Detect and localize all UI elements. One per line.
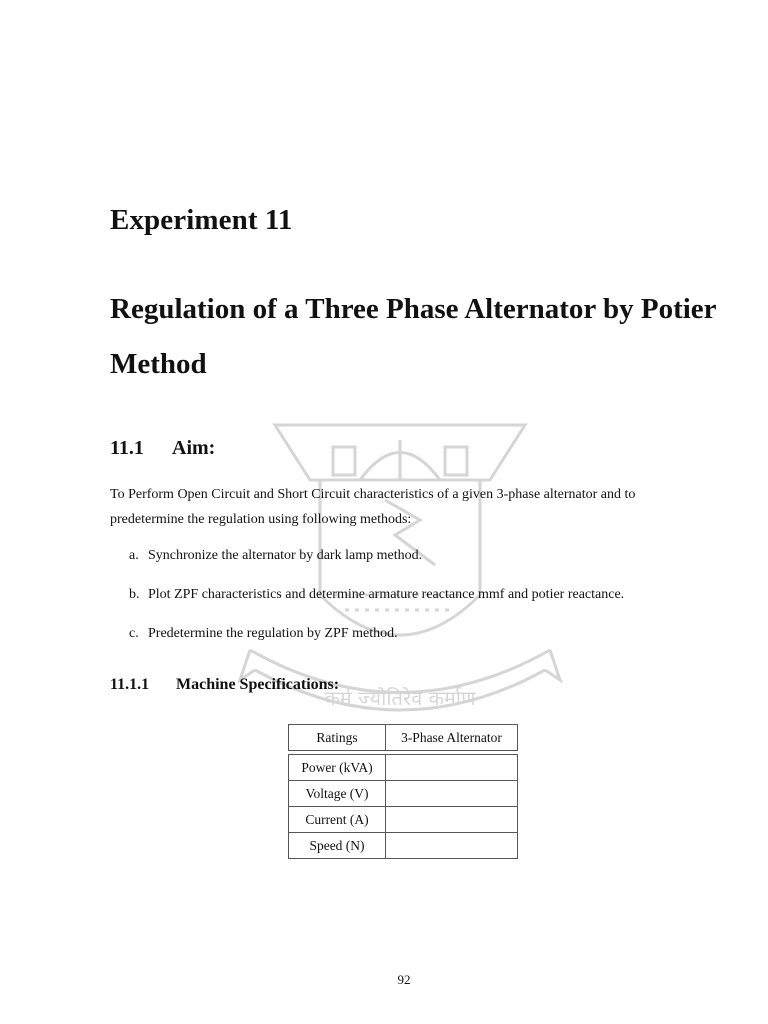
list-item	[129, 545, 729, 584]
table-row	[289, 755, 518, 781]
subsection-number: 11.1.1	[110, 676, 150, 693]
list-item-text: Predetermine the regulation by ZPF method.	[148, 626, 398, 641]
table-cell: Current (A)	[289, 807, 386, 833]
page-number: 92	[397, 972, 411, 987]
watermark-motto: कर्म ज्योतिरेव कर्माण	[324, 686, 476, 710]
spec-table-header	[288, 724, 518, 751]
table-row	[289, 833, 518, 859]
list-item-label: b.	[129, 587, 140, 602]
table-row	[289, 781, 518, 807]
table-header-row	[289, 725, 518, 751]
chapter-heading: Experiment 11	[110, 204, 293, 236]
table-row	[289, 807, 518, 833]
table-header-cell: Ratings	[289, 725, 386, 751]
table-cell	[386, 807, 518, 833]
aim-paragraph: To Perform Open Circuit and Short Circuit characteristics of a given 3-phase alternator and to predetermine the regulation using following methods:	[110, 487, 636, 527]
subsection-heading	[110, 676, 339, 694]
list-item	[129, 623, 729, 662]
table-cell: Speed (N)	[289, 833, 386, 859]
spec-table-body	[288, 754, 518, 859]
list-item-text: Synchronize the alternator by dark lamp method.	[148, 548, 423, 563]
experiment-title: Regulation of a Three Phase Alternator by Potier Method	[110, 293, 716, 380]
table-cell	[386, 781, 518, 807]
list-item-label: a.	[129, 548, 139, 563]
table-cell	[386, 833, 518, 859]
steps-list	[129, 545, 729, 662]
table-cell: Power (kVA)	[289, 755, 386, 781]
table-cell: Voltage (V)	[289, 781, 386, 807]
list-item-label: c.	[129, 626, 139, 641]
table-header-cell: 3-Phase Alternator	[386, 725, 518, 751]
subsection-title: Machine Specifications:	[176, 676, 340, 693]
section-number: 11.1	[110, 437, 144, 459]
list-item	[129, 584, 729, 623]
section-title: Aim:	[172, 437, 216, 459]
table-cell	[386, 755, 518, 781]
list-item-text: Plot ZPF characteristics and determine armature reactance mmf and potier reactance.	[148, 587, 625, 602]
section-heading	[110, 437, 215, 460]
